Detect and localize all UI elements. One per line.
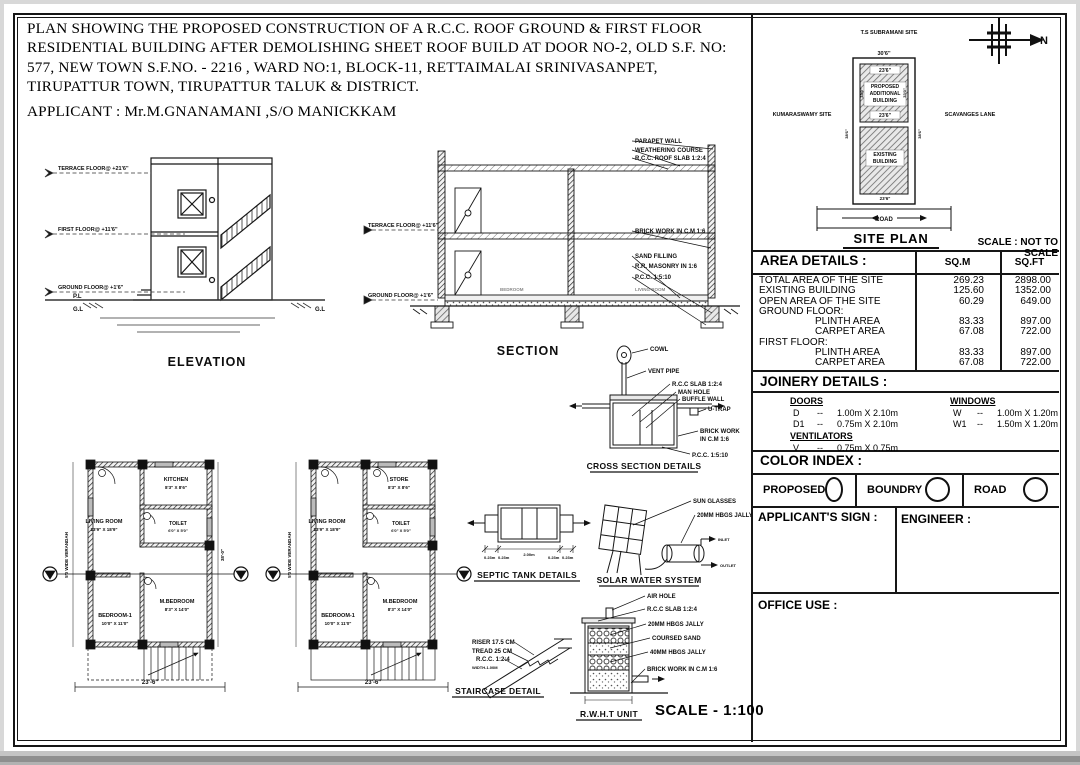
septic-dim: 0.23m bbox=[484, 555, 496, 560]
callout-man-hole: MAN HOLE bbox=[678, 390, 710, 396]
road-color-swatch bbox=[1023, 477, 1048, 502]
callout-20mm-jally: 20MM HBGS JALLY bbox=[648, 622, 704, 628]
color-index-header: COLOR INDEX : bbox=[760, 453, 863, 468]
dim-side-left: 33'0" bbox=[859, 88, 864, 98]
proposed-line3: BUILDING bbox=[872, 98, 898, 104]
callout-parapet: PARAPET WALL bbox=[635, 139, 682, 145]
cross-section-drawing bbox=[552, 338, 757, 478]
callout-pcc: P.C.C. 1:5:10 bbox=[692, 453, 728, 459]
callout-rrmasonry: R.R. MASONRY IN 1:6 bbox=[635, 264, 698, 270]
plan-width-dim: 23'-6" bbox=[141, 680, 159, 686]
septic-dim: 2.00m bbox=[523, 552, 535, 557]
table-row: PLINTH AREA 83.33 897.00 bbox=[815, 316, 1051, 328]
callout-brick-work-2: IN C.M 1:6 bbox=[700, 437, 730, 443]
north-label: N bbox=[1040, 35, 1048, 47]
existing-line1: EXISTING bbox=[873, 152, 897, 158]
door-spec-row: D1 -- 0.75m X 2.10m bbox=[793, 419, 899, 429]
gl-left-label: G.L bbox=[73, 307, 83, 313]
table-row: PLINTH AREA 83.33 897.00 bbox=[815, 347, 1051, 359]
septic-tank-drawing bbox=[460, 483, 610, 588]
septic-tank-title: SEPTIC TANK DETAILS bbox=[477, 570, 577, 580]
callout-brick-work: BRICK WORK IN C.M 1:6 bbox=[647, 667, 718, 673]
callout-rcc-slab: R.C.C SLAB 1:2:4 bbox=[672, 382, 723, 388]
living-room-label: LIVING ROOM bbox=[308, 519, 346, 525]
panel-line bbox=[752, 391, 1059, 393]
staircase-title: STAIRCASE DETAIL bbox=[455, 686, 541, 696]
callout-40mm-jally: 40MM HBGS JALLY bbox=[650, 650, 706, 656]
callout-brick-work-1: BRICK WORK bbox=[700, 429, 740, 435]
table-row: GROUND FLOOR: bbox=[759, 305, 844, 317]
inlet-label: INLET bbox=[718, 537, 730, 542]
col-sqft: SQ.FT bbox=[1014, 257, 1045, 268]
mbedroom-label: M.BEDROOM bbox=[159, 599, 195, 605]
bedroom1-label: BEDROOM-1 bbox=[321, 613, 355, 619]
callout-width: WIDTH-1.00M bbox=[472, 665, 498, 670]
mbedroom-label: M.BEDROOM bbox=[382, 599, 418, 605]
mbedroom-size: 8'3" X 14'0" bbox=[164, 607, 190, 612]
callout-u-trap: U-TRAP bbox=[708, 407, 731, 413]
callout-weathering: WEATHERING COURSE bbox=[635, 148, 703, 154]
septic-dim: 0.23m bbox=[548, 555, 560, 560]
title-block bbox=[27, 19, 743, 121]
callout-buffle-wall: BUFFLE WALL bbox=[682, 397, 725, 403]
staircase-drawing bbox=[442, 597, 577, 707]
window-spec-row: W -- 1.00m X 1.20m bbox=[953, 408, 1059, 418]
elevation-building bbox=[133, 158, 272, 300]
engineer-label: ENGINEER : bbox=[901, 512, 972, 526]
callout-sandfilling: SAND FILLING bbox=[635, 254, 677, 260]
callout-pcc: P.C.C. 1:5:10 bbox=[635, 275, 671, 281]
signs-divider bbox=[895, 506, 897, 592]
kitchen-label: KITCHEN bbox=[163, 477, 189, 483]
proposed-line2: ADDITIONAL bbox=[869, 91, 901, 97]
door-spec-row: D -- 1.00m X 2.10m bbox=[793, 408, 899, 418]
top-site-label: T.S SUBRAMANI SITE bbox=[860, 30, 918, 36]
proposed-line1: PROPOSED bbox=[870, 84, 900, 90]
applicant-sign-label: APPLICANT'S SIGN : bbox=[758, 510, 878, 524]
scale-note: SCALE - 1:100 bbox=[655, 702, 765, 719]
table-row: OPEN AREA OF THE SITE 60.29 649.00 bbox=[759, 295, 1051, 307]
solar-panel bbox=[599, 505, 647, 575]
callout-hbgs-jally: 20MM HBGS JALLY bbox=[697, 513, 753, 519]
plot-outline bbox=[853, 58, 915, 204]
callout-coursed-sand: COURSED SAND bbox=[652, 636, 701, 642]
toilet-size: 6'0" X 5'0" bbox=[168, 528, 188, 533]
living-room-label: LIVING ROOM bbox=[85, 519, 123, 525]
section-terrace-label: TERRACE FLOOR@ +11'6" bbox=[368, 223, 439, 229]
applicant-line: APPLICANT : Mr.M.GNANAMANI ,S/O MANICKKAM bbox=[27, 102, 397, 120]
bedroom1-label: BEDROOM-1 bbox=[98, 613, 132, 619]
toilet-label: TOILET bbox=[392, 521, 410, 527]
elevation-title: ELEVATION bbox=[167, 355, 247, 369]
proposed-color-swatch bbox=[825, 477, 843, 502]
north-compass-icon bbox=[969, 18, 1044, 64]
outlet-label: OUTLET bbox=[720, 563, 736, 568]
first-level-label: FIRST FLOOR@ +11'6" bbox=[58, 227, 118, 233]
gl-right-label: G.L bbox=[315, 307, 325, 313]
area-details-header: AREA DETAILS : bbox=[760, 253, 867, 268]
color-index-boundry: BOUNDRY bbox=[857, 473, 960, 506]
elevation-drawing bbox=[25, 140, 340, 375]
callout-brickwork: BRICK WORK IN C.M 1:6 bbox=[635, 229, 706, 235]
solar-water-drawing bbox=[597, 487, 757, 589]
doors-title: DOORS bbox=[790, 396, 824, 406]
callout-cowl: COWL bbox=[650, 347, 669, 353]
solar-water-title: SOLAR WATER SYSTEM bbox=[596, 575, 702, 585]
plot-width-dim: 30'6" bbox=[877, 51, 891, 57]
living-room-size: 13'9" X 18'9" bbox=[313, 527, 341, 532]
septic-tank-plan bbox=[468, 505, 590, 542]
ground-level-label: GROUND FLOOR@ +1'6" bbox=[58, 285, 124, 291]
dim-bottom: 23'6" bbox=[879, 196, 891, 201]
mbedroom-size: 8'3" X 14'0" bbox=[387, 607, 413, 612]
joinery-header: JOINERY DETAILS : bbox=[760, 374, 888, 389]
callout-sun-glasses: SUN GLASSES bbox=[693, 499, 737, 505]
section-title: SECTION bbox=[496, 344, 560, 358]
area-details-table bbox=[753, 276, 1059, 369]
panel-line bbox=[752, 592, 1059, 594]
kitchen-size: 8'3" X 8'6" bbox=[165, 485, 187, 490]
dim-mid: 23'6" bbox=[879, 113, 891, 119]
existing-building-labels bbox=[866, 150, 904, 166]
toilet-label: TOILET bbox=[169, 521, 187, 527]
site-plan-scale: SCALE : NOT TO SCALE bbox=[977, 237, 1058, 259]
window-spec-row: W1 -- 1.50m X 1.20m bbox=[953, 419, 1059, 429]
toilet-size: 6'0" X 5'0" bbox=[391, 528, 411, 533]
solar-tank bbox=[645, 539, 717, 569]
boundry-color-swatch bbox=[925, 477, 950, 502]
title-line-2: RESIDENTIAL BUILDING AFTER DEMOLISHING SHEET ROOF BUILD AT DOOR NO-2, OLD S.F. NO: bbox=[27, 39, 727, 57]
site-plan-title: SITE PLAN bbox=[843, 231, 939, 249]
dim-side-right: 33'0" bbox=[902, 88, 907, 98]
table-row: FIRST FLOOR: bbox=[759, 336, 828, 348]
col-sqm: SQ.M bbox=[944, 257, 971, 268]
plan-width-dim: 23'-6" bbox=[364, 680, 382, 686]
verandah-label: 5'0 WIDE VERANDAH bbox=[64, 532, 69, 578]
section-room-left: BEDROOM bbox=[500, 287, 524, 292]
site-plan-drawing bbox=[754, 16, 1064, 252]
callout-air-hole: AIR HOLE bbox=[647, 594, 676, 600]
color-index-proposed: PROPOSED bbox=[753, 473, 853, 506]
ventilators-title: VENTILATORS bbox=[790, 431, 853, 441]
title-line-1: PLAN SHOWING THE PROPOSED CONSTRUCTION OF A R.C.C. ROOF GROUND & FIRST FLOOR bbox=[27, 20, 702, 37]
dim-outer-left: 38'6" bbox=[844, 129, 849, 139]
road-label: ROAD bbox=[875, 217, 893, 223]
existing-line2: BUILDING bbox=[872, 159, 898, 165]
callout-rcc: R.C.C. 1:2:4 bbox=[476, 657, 510, 663]
rwht-title: R.W.H.T UNIT bbox=[580, 709, 638, 719]
callout-tread: TREAD 25 CM bbox=[472, 649, 513, 655]
store-label: STORE bbox=[389, 477, 409, 483]
left-site-label: KUMARASWAMY SITE bbox=[772, 112, 832, 118]
callout-rcc-slab: R.C.C SLAB 1:2:4 bbox=[647, 607, 698, 613]
section-room-right: LIVING ROOM bbox=[635, 287, 666, 292]
bedroom1-size: 10'0" X 11'0" bbox=[324, 621, 352, 626]
section-ground-label: GROUND FLOOR@ +1'6" bbox=[368, 293, 434, 299]
cross-section-title: CROSS SECTION DETAILS bbox=[586, 461, 702, 471]
callout-vent-pipe: VENT PIPE bbox=[648, 369, 680, 375]
panel-line bbox=[752, 506, 1059, 508]
dim-top: 23'6" bbox=[879, 68, 891, 74]
panel-line bbox=[752, 370, 1059, 372]
color-index-road: ROAD bbox=[964, 473, 1058, 506]
table-row: CARPET AREA 67.08 722.00 bbox=[815, 357, 1051, 369]
terrace-level-label: TERRACE FLOOR@ +21'6" bbox=[58, 166, 129, 172]
store-size: 8'3" X 8'6" bbox=[388, 485, 410, 490]
septic-dim: 0.23m bbox=[498, 555, 510, 560]
septic-dim: 0.23m bbox=[562, 555, 574, 560]
table-row: CARPET AREA 67.08 722.00 bbox=[815, 326, 1051, 338]
title-line-3: 577, NEW TOWN S.F.NO. - 2216 , WARD NO:1, BLOCK-11, RETTAIMALAI SRINIVASANPET, bbox=[27, 58, 658, 76]
section-drawing bbox=[350, 133, 750, 365]
callout-roofslab: R.C.C. ROOF SLAB 1:2:4 bbox=[635, 156, 706, 162]
windows-title: WINDOWS bbox=[950, 396, 996, 406]
plan-depth-dim: 38'-0" bbox=[220, 548, 225, 562]
bedroom1-size: 10'0" X 11'0" bbox=[101, 621, 129, 626]
pl-label: P.L bbox=[73, 294, 82, 300]
living-room-size: 13'9" X 18'9" bbox=[90, 527, 118, 532]
ground-floor-plan bbox=[40, 443, 265, 703]
title-line-4: TIRUPATTUR TOWN, TIRUPATTUR TALUK & DISTRICT. bbox=[27, 78, 420, 96]
table-row: TOTAL AREA OF THE SITE 269.23 2898.00 bbox=[759, 275, 1051, 286]
right-site-label: SCAVANGES LANE bbox=[944, 112, 996, 118]
table-row: EXISTING BUILDING 125.60 1352.00 bbox=[759, 285, 1051, 297]
dim-outer-right: 38'6" bbox=[917, 129, 922, 139]
callout-riser: RISER 17.5 CM bbox=[472, 640, 515, 646]
verandah-label: 5'0 WIDE VERANDAH bbox=[287, 532, 292, 578]
office-use-label: OFFICE USE : bbox=[758, 598, 838, 612]
solar-leaders bbox=[633, 501, 695, 543]
vent-spec-row: V -- 0.75m X 0.75m bbox=[793, 443, 899, 453]
